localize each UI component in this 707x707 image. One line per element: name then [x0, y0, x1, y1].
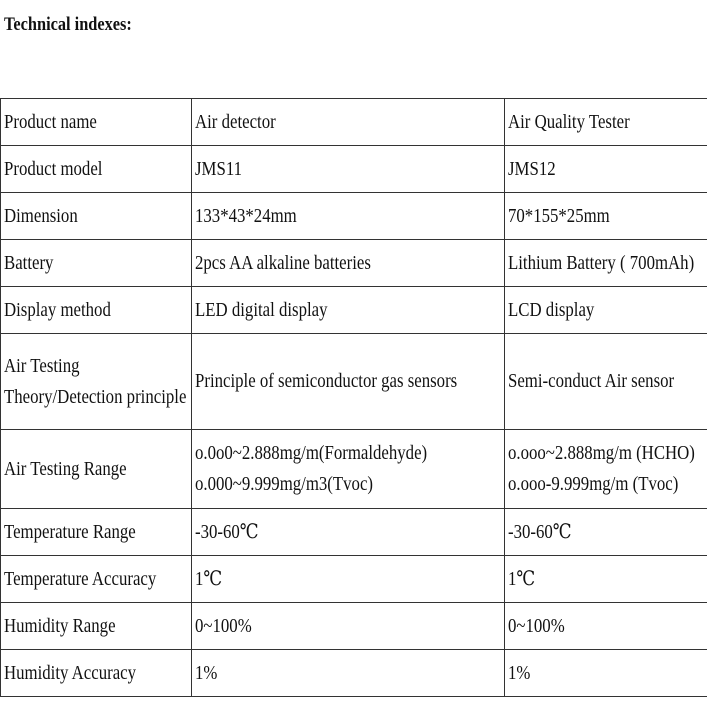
table-row	[1, 334, 707, 430]
row-label: Humidity Range	[1, 603, 192, 650]
jms12-value: JMS12	[505, 146, 707, 193]
row-label: Temperature Accuracy	[1, 556, 192, 603]
jms11-value: 2pcs AA alkaline batteries	[192, 240, 505, 287]
table-row	[1, 146, 707, 193]
row-label: Air Testing Range	[1, 430, 192, 509]
jms11-value: Principle of semiconductor gas sensors	[192, 334, 505, 430]
jms11-value: 1%	[192, 650, 505, 697]
table-row	[1, 240, 707, 287]
jms12-value: Lithium Battery ( 700mAh)	[505, 240, 707, 287]
table-row	[1, 556, 707, 603]
page-heading: Technical indexes:	[4, 14, 132, 35]
row-label: Dimension	[1, 193, 192, 240]
jms11-value: 133*43*24mm	[192, 193, 505, 240]
jms11-value: 1℃	[192, 556, 505, 603]
table-row	[1, 430, 707, 509]
jms11-value: LED digital display	[192, 287, 505, 334]
jms12-value: -30-60℃	[505, 509, 707, 556]
jms12-value: 1%	[505, 650, 707, 697]
row-label: Display method	[1, 287, 192, 334]
table-row	[1, 603, 707, 650]
jms11-value: JMS11	[192, 146, 505, 193]
row-label: Temperature Range	[1, 509, 192, 556]
table-row	[1, 650, 707, 697]
row-label: Humidity Accuracy	[1, 650, 192, 697]
jms12-value: 70*155*25mm	[505, 193, 707, 240]
jms11-value: -30-60℃	[192, 509, 505, 556]
row-label: Product name	[1, 99, 192, 146]
jms11-value: Air detector	[192, 99, 505, 146]
table-row	[1, 193, 707, 240]
spec-table	[0, 98, 707, 697]
jms12-value: Air Quality Tester	[505, 99, 707, 146]
jms12-value: o.ooo~2.888mg/m (HCHO) o.ooo-9.999mg/m (Tvoc)	[505, 430, 707, 509]
jms11-value: 0~100%	[192, 603, 505, 650]
jms12-value: LCD display	[505, 287, 707, 334]
jms12-value: 1℃	[505, 556, 707, 603]
table-row	[1, 99, 707, 146]
row-label: Air Testing Theory/Detection principle	[1, 334, 192, 430]
table-row	[1, 509, 707, 556]
jms12-value: 0~100%	[505, 603, 707, 650]
jms11-value: o.0o0~2.888mg/m(Formaldehyde) o.000~9.999mg/m3(Tvoc)	[192, 430, 505, 509]
row-label: Product model	[1, 146, 192, 193]
row-label: Battery	[1, 240, 192, 287]
jms12-value: Semi-conduct Air sensor	[505, 334, 707, 430]
table-row	[1, 287, 707, 334]
